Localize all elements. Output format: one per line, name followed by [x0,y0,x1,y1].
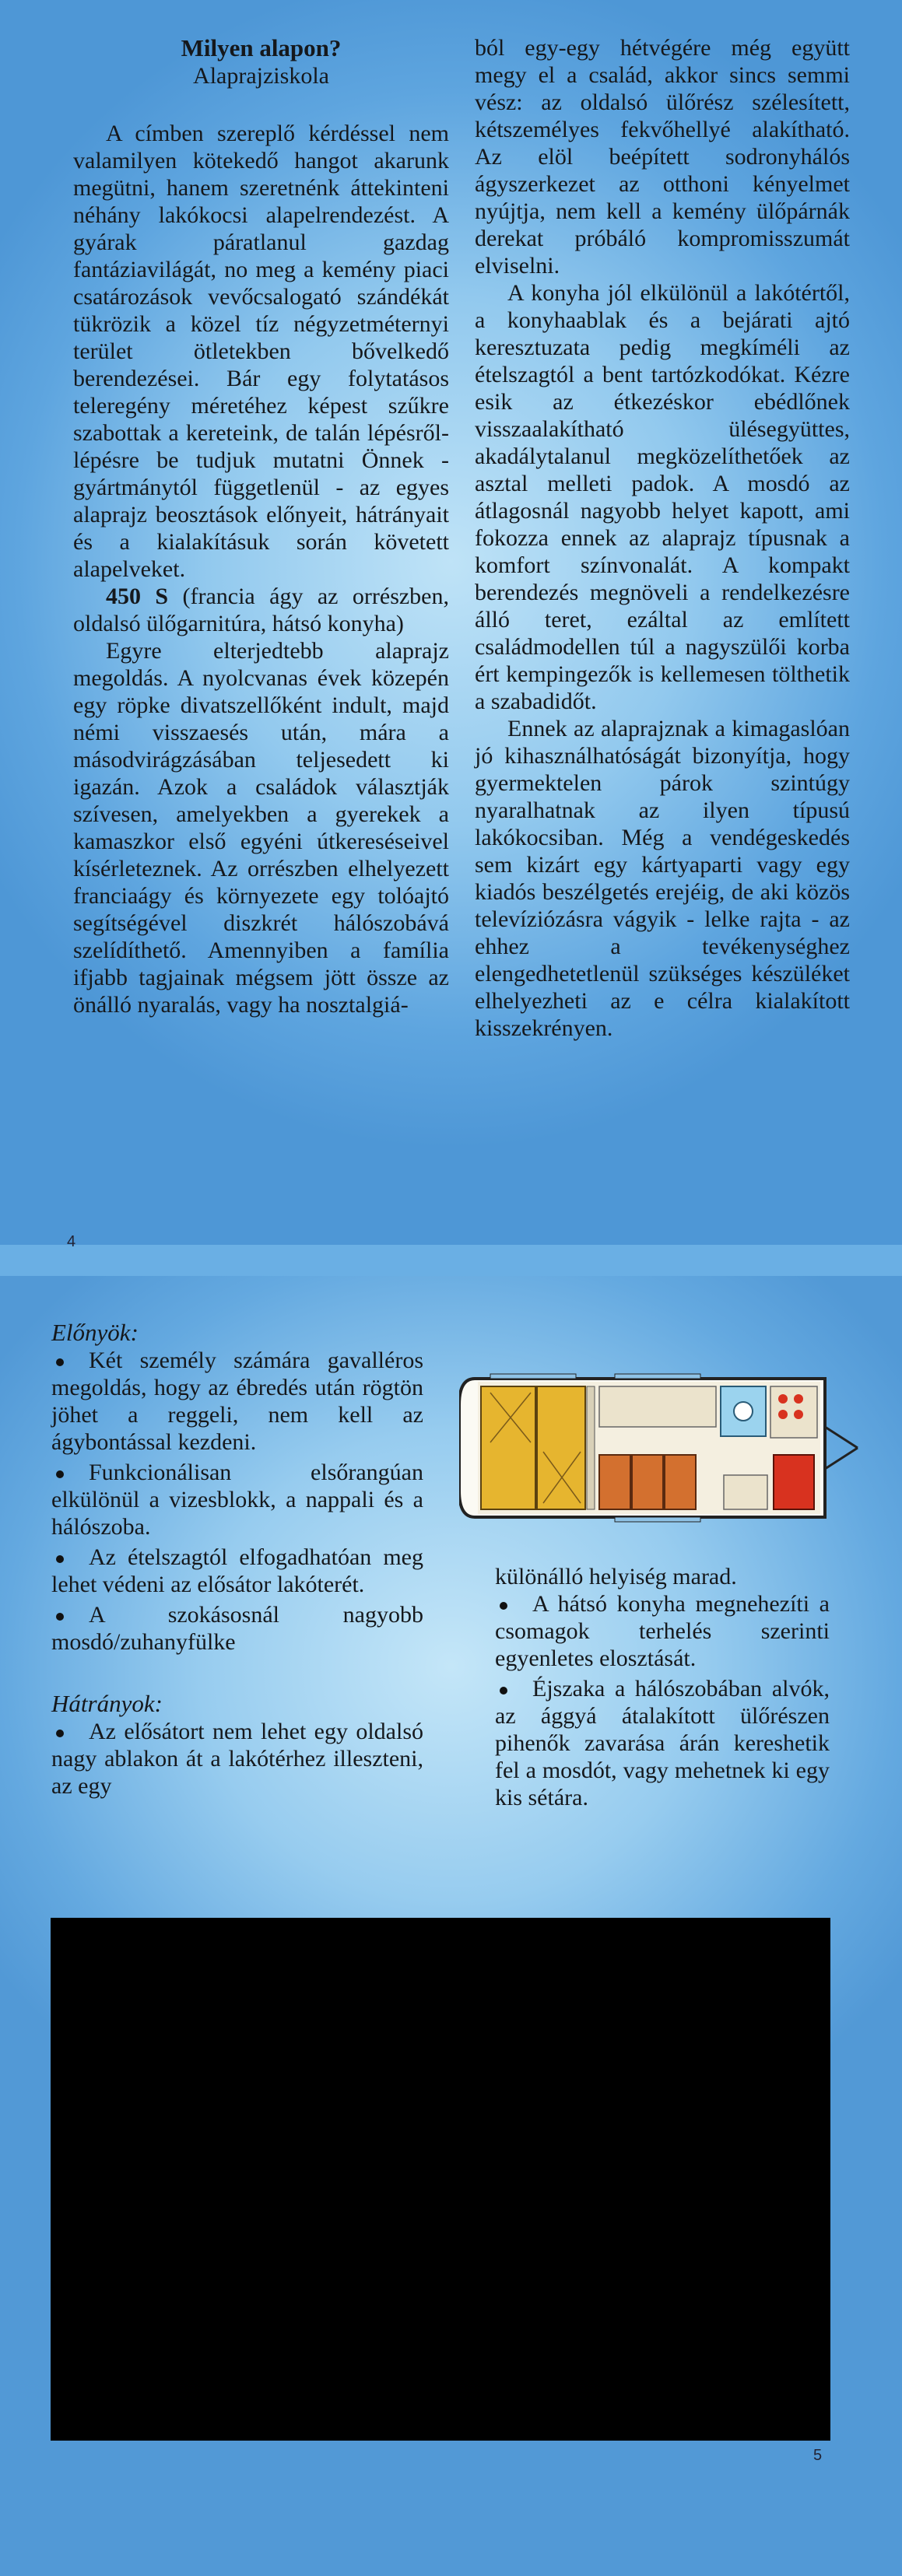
article-subtitle: Alaprajziskola [193,63,329,89]
cons-continuation: különálló helyiség marad. [495,1564,737,1589]
list-item: Éjszaka a hálószobában alvók, az ággyá átalakított ülőrészen pihenők zavarása árán kereshetik fel a mosdót, vagy mehetnek ki egy kis sétára. [495,1676,830,1810]
pros-label: Előnyök: [51,1319,139,1346]
bullet-icon [56,1613,64,1621]
drawbar-line [825,1427,858,1448]
bullet-icon [500,1602,507,1610]
bed-panel [481,1386,535,1509]
page-number-right: 5 [813,2447,823,2464]
redacted-area [51,1918,830,2441]
page1-left-column [73,34,449,1018]
pros-list [51,1347,423,1656]
bullet-icon [56,1730,64,1737]
side-bench [599,1386,716,1427]
bullet-icon [500,1687,507,1695]
list-item: Az ételszagtól elfogadhatóan meg lehet védeni az elősátor lakóterét. [51,1544,423,1597]
kitchen-counter [770,1386,817,1438]
bullet-icon [56,1555,64,1563]
list-item: Az elősátort nem lehet egy oldalsó nagy ablakon át a lakótérhez illeszteni, az egy [51,1719,423,1799]
list-item: Funkcionálisan elsőrangúan elkülönül a vizesblokk, a nappali és a hálószoba. [51,1460,423,1540]
body-paragraph: Egyre elterjedtebb alaprajz megoldás. A nyolcvanas évek közepén egy röpke divatszellőként indult, majd némi visszaesés után, mára a másodvirágzásában teljesedett ki igazán. Azok a családok választják szívesen, amelyekben a gyerekek a kamaszkor első egyéni útkereséseivel kísérleteznek. Az orrészben elhelyezett franciaágy és környezete egy tolóajtó segítségével diszkrét hálószobává szelídíthető. Amennyiben a família ifjabb tagjainak mégsem jött össze az önálló nyaralás, vagy ha nosztalgiá- [73,638,449,1018]
bullet-icon [56,1358,64,1366]
kitchen-unit [774,1455,814,1509]
page2-right-column [495,1563,830,1814]
list-item: Két személy számára gavalléros megoldás, hogy az ébredés után rögtön jöhet a reggeli, nem kell az ágybontással kezdeni. [51,1348,423,1455]
page2-left-column [51,1319,423,1803]
section-heading [73,583,449,637]
article-title: Milyen alapon? [181,34,342,61]
seat-cushion [665,1455,696,1509]
cabinet [724,1475,767,1509]
seat-cushion [632,1455,663,1509]
list-item: A hátsó konyha megnehezíti a csomagok terhelés szerinti egyenletes elosztását. [495,1591,830,1671]
bullet-icon [56,1470,64,1478]
drawbar-line [825,1448,858,1469]
model-description: (francia ágy az orrészben, oldalsó ülőgarnitúra, hátsó konyha) [73,584,449,636]
kitchen-paragraph: A konyha jól elkülönül a lakótértől, a konyhaablak és a bejárati ajtó keresztuzata pedig megkíméli az ételszagtól a bent tartózkodókat. Kézre esik az étkezéskor ebédlőnek visszaalakítható ülésegyüttes, akadálytalanul megközelíthetőek az asztal melleti padok. A mosdó az átlagosnál nagyobb helyet kapott, ami fokozza ennek az alaprajz típusnak a komfort színvonalát. A kompakt berendezés megnöveli a rendelkezésre álló teret, ezáltal az említett családmodellen túl a nagyszülői korba ért kempingezők is kellemesen tölthetik a szabadidőt. [475,280,850,714]
sliding-door [587,1386,595,1509]
cons-list-start [51,1718,423,1800]
page1-right-column [475,34,850,1042]
bed-panel [537,1386,585,1509]
cons-list [495,1590,830,1811]
model-name: 450 S [106,584,169,609]
seat-cushion [599,1455,630,1509]
list-item: A szokásosnál nagyobb mosdó/zuhanyfülke [51,1602,423,1655]
page-number-left: 4 [67,1233,76,1250]
cons-label: Hátrányok: [51,1690,163,1717]
intro-paragraph: A címben szereplő kérdéssel nem valamilyen kötekedő hangot akarunk megütni, hanem szeretnénk áttekinteni néhány lakókocsi alapelrendezést. A gyárak páratlanul gazdag fantáziavilágát, no meg a kemény piaci csatározások vevőcsalogató szándékát tükrözik a közel tíz négyzetméternyi terület ötletekben bővelkedő berendezései. Bár egy folytatásos teleregény méretéhez képest szűkre szabottak a kereteink, de talán lépésről-lépésre be tudjuk mutatni Önnek - gyártmánytól függetlenül - az egyes alaprajz beosztások előnyeit, hátrányait és a kialakításuk során követett alapelveket. [73,121,449,582]
usability-paragraph: Ennek az alaprajznak a kimagaslóan jó kihasználhatóságát bizonyítja, hogy gyermektelen párok szintúgy nyaralhatnak az ilyen típusú lakókocsiban. Még a vendégeskedés sem kizárt egy kártyaparti vagy egy kiadós beszélgetés erejéig, de aki közös televíziózásra vágyik - lelke rajta - az ehhez a tevékenységhez elengedhetetlenül szükséges készüléket elhelyezheti az e célra kialakított kisszekrényen. [475,716,850,1041]
body-paragraph-continued: ból egy-egy hétvégére még együtt megy el a család, akkor sincs semmi vész: az oldalsó ülőrész szélesített, kétszemélyes fekvőhellyé alakítható. Az elöl beépített sodronyhálós ágyszerkezet az otthoni kényelmet nyújtja, nem kell a kemény ülőpárnák derekat próbáló kompromisszumát elviselni. [475,35,850,279]
floor-plan-diagram [459,1358,864,1537]
